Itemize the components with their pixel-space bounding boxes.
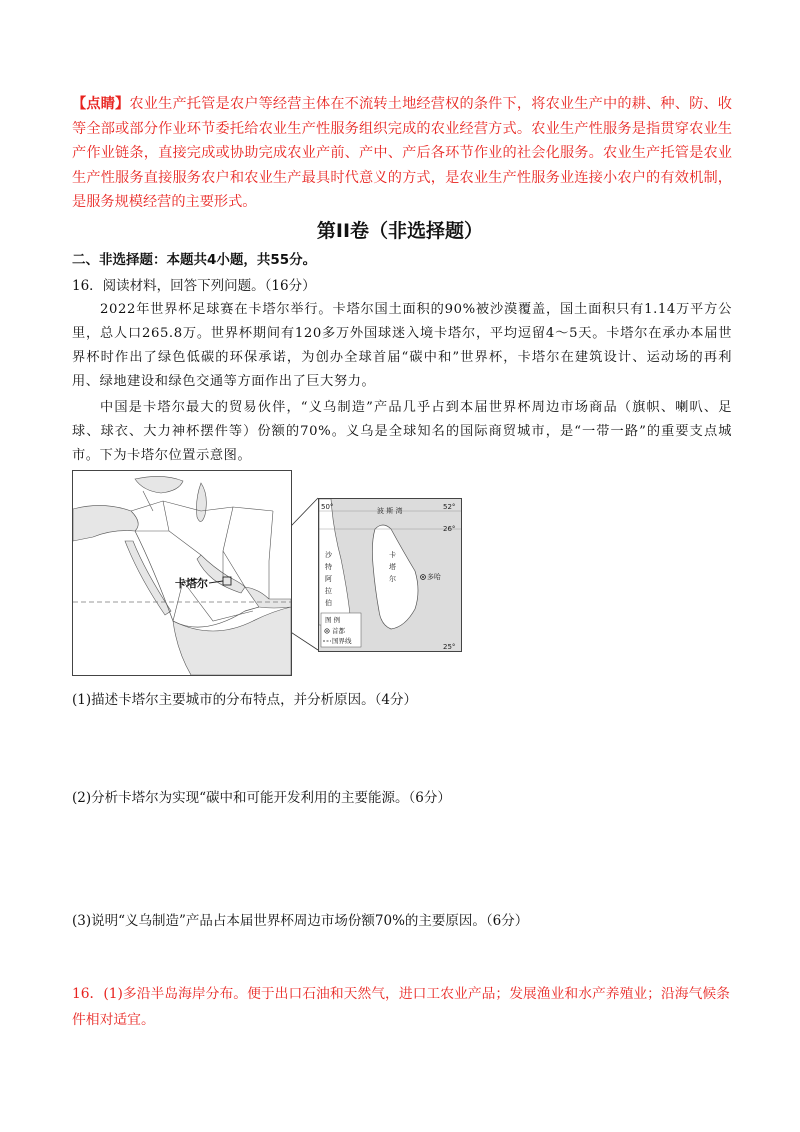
inset-map-graphic [319,499,461,651]
material-paragraph-1: 2022年世界杯足球赛在卡塔尔举行。卡塔尔国土面积的90%被沙漠覆盖，国土面积只有1.14万平方公里，总人口265.8万。世界杯期间有120多万外国球迷入境卡塔尔，平均逗留4～5天。卡塔尔在承办本届世界杯时作出了绿色低碳的环保承诺，为创办全球首届“碳中和”世界杯，卡塔尔在建筑设计、运动场的再利用、绿地建设和绿色交通等方面作出了巨大努力。 [72,302,732,389]
tip-tag: 【点睛】 [72,96,130,112]
answer-text: 16．(1)多沿半岛海岸分布。便于出口石油和天然气，进口工农业产品；发展渔业和水产养殖业；沿海气候条件相对适宜。 [72,986,730,1028]
inset-qatar-label-2: 尔 [389,575,396,583]
section-title: 第II卷（非选择题） [316,220,484,242]
qatar-label: 卡塔尔 [175,577,208,590]
inset-saudi-label-4: 伯 [325,599,332,607]
sub-question-1: (1)描述卡塔尔主要城市的分布特点，并分析原因。（4分） [72,692,417,708]
inset-legend-title: 图 例 [325,616,341,624]
inset-saudi-label-3: 拉 [325,587,332,595]
qatar-inset-map [318,498,462,652]
inset-doha-label: 多哈 [427,573,441,581]
inset-gulf-label: 波 斯 湾 [377,507,403,515]
legend-border-label: 国界线 [332,637,352,645]
inset-saudi-label-0: 沙 [325,551,332,559]
main-location-map [72,470,292,676]
section-subheading: 二、非选择题：本题共4小题，共55分。 [72,252,317,268]
main-map-graphic [73,471,291,675]
question-header: 16．阅读材料，回答下列问题。（16分） [72,278,316,294]
sub-question-2: (2)分析卡塔尔为实现“碳中和可能开发利用的主要能源。（6分） [72,790,451,806]
inset-qatar-label-1: 塔 [389,563,396,571]
inset-saudi-label-1: 特 [325,563,332,571]
legend-capital-label: 首都 [332,627,345,635]
inset-lat-upper: 26° [443,525,456,533]
inset-lon-left: 50° [321,503,334,511]
inset-lat-lower: 25° [443,643,456,651]
material-paragraph-2: 中国是卡塔尔最大的贸易伙伴，“义乌制造”产品几乎占到本届世界杯周边市场商品（旗帜、喇叭、足球、球衣、大力神杯摆件等）份额的70%。义乌是全球知名的国际商贸城市，是“一带一路”的重要支点城市。下为卡塔尔位置示意图。 [72,400,732,463]
inset-saudi-label-2: 阿 [325,575,332,583]
inset-lon-right: 52° [443,503,456,511]
inset-qatar-label-0: 卡 [389,551,396,559]
sub-question-3: (3)说明“义乌制造”产品占本届世界杯周边市场份额70%的主要原因。（6分） [72,913,529,929]
tip-text: 农业生产托管是农户等经营主体在不流转土地经营权的条件下，将农业生产中的耕、种、防、收等全部或部分作业环节委托给农业生产性服务组织完成的农业经营方式。农业生产性服务是指贯穿农业生产作业链条，直接完成或协助完成农业产前、产中、产后各环节作业的社会化服务。农业生产托管是农业生产性服务直接服务农户和农业生产最具时代意义的方式，是农业生产性服务业连接小农户的有效机制，是服务规模经营的主要形式。 [72,96,732,210]
